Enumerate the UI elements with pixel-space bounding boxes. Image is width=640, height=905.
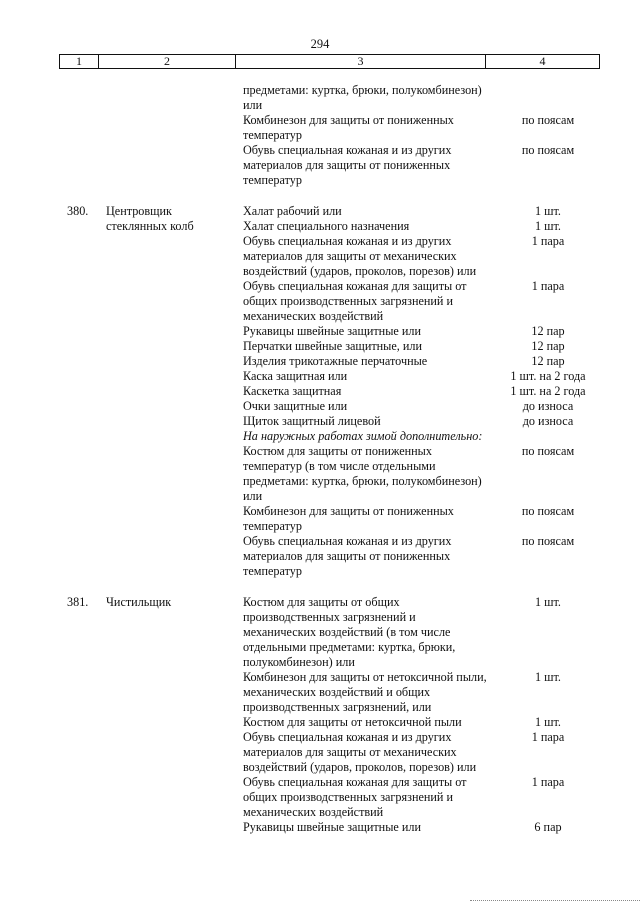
item-norm: 1 пара — [531, 775, 565, 789]
entry-title: Чистильщик — [106, 595, 172, 609]
item-norm: до износа — [522, 399, 574, 413]
item-norm: 1 шт. на 2 года — [510, 369, 586, 383]
item-name: Обувь специальная кожаная для защиты от общих производственных загрязнений и механических воздействий — [243, 279, 467, 323]
item-name: Каска защитная или — [243, 369, 348, 383]
page-number: 294 — [310, 37, 330, 51]
list-item — [243, 384, 640, 399]
item-name: Перчатки швейные защитные, или — [243, 339, 423, 353]
list-item — [243, 775, 640, 820]
item-name: Щиток защитный лицевой — [243, 414, 381, 428]
item-name: На наружных работах зимой дополнительно: — [243, 429, 483, 443]
item-norm: 1 шт. — [535, 204, 561, 218]
list-item — [243, 143, 640, 188]
item-name: Изделия трикотажные перчаточные — [243, 354, 428, 368]
table-row — [0, 595, 640, 835]
footer-divider — [470, 900, 640, 902]
item-norm: 6 пар — [534, 820, 562, 834]
item-norm — [488, 429, 608, 444]
item-name: Комбинезон для защиты от пониженных температур — [243, 504, 454, 533]
item-norm: 12 пар — [531, 324, 565, 338]
header-col-1: 1 — [60, 55, 99, 68]
item-norm: по поясам — [521, 444, 575, 458]
item-name: Рукавицы швейные защитные или — [243, 324, 421, 338]
item-name: Обувь специальная кожаная и из других материалов для защиты от пониженных температур — [243, 534, 452, 578]
section-note — [243, 429, 640, 444]
item-norm: по поясам — [521, 143, 575, 157]
item-name: Обувь специальная кожаная и из других материалов для защиты от пониженных температур — [243, 143, 452, 187]
list-item — [243, 595, 640, 670]
item-name: Обувь специальная кожаная для защиты от общих производственных загрязнений и механических воздействий — [243, 775, 467, 819]
entries-list — [0, 204, 640, 835]
table-header — [59, 54, 600, 69]
item-name: Обувь специальная кожаная и из других материалов для защиты от механических воздействий (ударов, проколов, порезов) или — [243, 234, 477, 278]
item-norm: по поясам — [521, 504, 575, 518]
item-norm: 1 пара — [531, 279, 565, 293]
list-item — [243, 534, 640, 579]
entry-number: 381. — [67, 595, 89, 609]
item-norm: до износа — [522, 414, 574, 428]
entry-items — [243, 595, 640, 835]
list-item — [243, 730, 640, 775]
list-item — [243, 113, 640, 143]
item-name: предметами: куртка, брюки, полукомбинезон) или — [243, 83, 482, 112]
table-body — [0, 83, 640, 835]
list-item — [243, 820, 640, 835]
list-item — [243, 234, 640, 279]
table-row — [0, 204, 640, 579]
item-name: Костюм для защиты от пониженных температур (в том числе отдельными предметами: куртка, брюки, полукомбинезон) или — [243, 444, 482, 503]
item-norm: 12 пар — [531, 339, 565, 353]
item-norm: 1 шт. — [535, 595, 561, 609]
item-norm: 12 пар — [531, 354, 565, 368]
list-item — [243, 219, 640, 234]
list-item — [243, 354, 640, 369]
list-item — [243, 399, 640, 414]
list-item — [243, 444, 640, 504]
continued-items — [243, 83, 640, 188]
item-name: Халат рабочий или — [243, 204, 342, 218]
list-item — [243, 279, 640, 324]
item-name: Костюм для защиты от нетоксичной пыли — [243, 715, 462, 729]
item-norm: 1 шт. — [535, 715, 561, 729]
entry-title: Центровщик стеклянных колб — [106, 204, 194, 233]
item-name: Комбинезон для защиты от пониженных температур — [243, 113, 454, 142]
item-norm: по поясам — [521, 534, 575, 548]
list-item — [243, 369, 640, 384]
list-item — [243, 83, 640, 113]
list-item — [243, 414, 640, 429]
item-name: Обувь специальная кожаная и из других материалов для защиты от механических воздействий (ударов, проколов, порезов) или — [243, 730, 477, 774]
list-item — [243, 504, 640, 534]
item-norm: по поясам — [521, 113, 575, 127]
item-name: Каскетка защитная — [243, 384, 342, 398]
item-norm: 1 пара — [531, 234, 565, 248]
item-name: Комбинезон для защиты от нетоксичной пыли, механических воздействий и общих производственных загрязнений, или — [243, 670, 487, 714]
item-name: Халат специального назначения — [243, 219, 410, 233]
list-item — [243, 339, 640, 354]
item-norm: 1 шт. на 2 года — [510, 384, 586, 398]
header-col-2: 2 — [99, 55, 236, 68]
list-item — [243, 324, 640, 339]
item-name: Очки защитные или — [243, 399, 348, 413]
list-item — [243, 670, 640, 715]
item-norm: 1 шт. — [535, 219, 561, 233]
header-col-4: 4 — [539, 54, 546, 68]
item-norm: 1 шт. — [535, 670, 561, 684]
list-item — [243, 204, 640, 219]
item-name: Костюм для защиты от общих производственных загрязнений и механических воздействий (в том числе отдельными предметами: куртка, брюки, полукомбинезон) или — [243, 595, 456, 669]
continued-entry — [0, 83, 640, 188]
item-norm — [488, 83, 608, 113]
list-item — [243, 715, 640, 730]
header-col-3: 3 — [236, 55, 486, 68]
item-norm: 1 пара — [531, 730, 565, 744]
item-name: Рукавицы швейные защитные или — [243, 820, 421, 834]
entry-number: 380. — [67, 204, 89, 218]
entry-items — [243, 204, 640, 579]
